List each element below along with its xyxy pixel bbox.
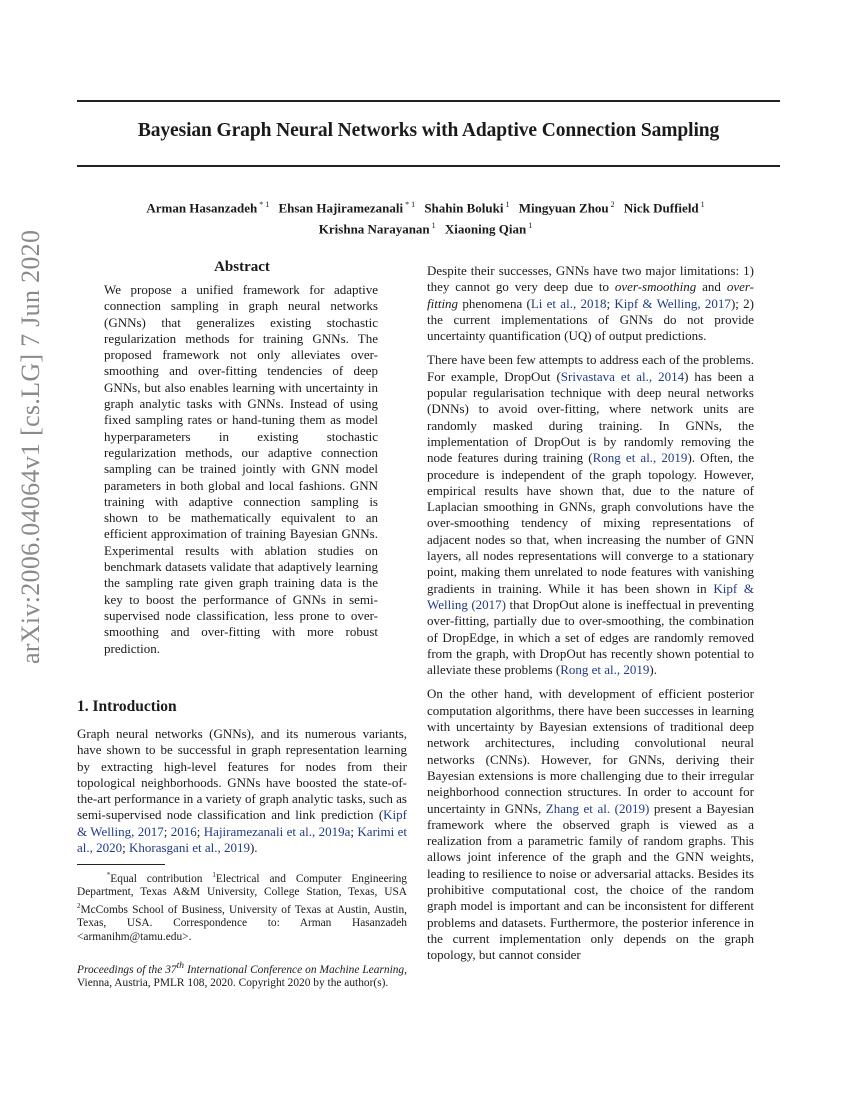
right-column xyxy=(427,263,754,971)
author-line-2 xyxy=(77,217,780,238)
author-list xyxy=(77,196,780,239)
citation-link[interactable]: Hajiramezanali et al., 2019a xyxy=(203,823,351,839)
paragraph: On the other hand, with development of efficient posterior computation algorithms, there have been successes in learning with uncertainty by Bayesian extensions of traditional deep network architectures, including convolutional neural networks (CNNs). However, for GNNs, deriving their Bayesian extensions is more challenging due to their irregular neighborhood connection structures. In order to account for uncertainty in GNNs, Zhang et al. (2019) present a Bayesian framework where the observed graph is viewed as a realization from a parametric family of random graphs. This allows joint inference of the graph and the GNN weights, leading to resilience to noise or adversarial attacks. Besides its prohibitive computational cost, the choice of the random graph model is important and can be inconsistent for different problems and datasets. Furthermore, the posterior inference in the current implementation only depends on the graph topology, but cannot consider xyxy=(427,686,754,963)
author-line-1 xyxy=(77,196,780,217)
author: Krishna Narayanan xyxy=(318,221,430,237)
citation-link[interactable]: Khorasgani et al., 2019 xyxy=(129,840,250,856)
affiliation-mark: * 1 xyxy=(405,200,416,209)
proceedings-note: Proceedings of the 37th International Conference on Machine Learning, Vienna, Austria, PMLR 108, 2020. Copyright 2020 by the author(s). xyxy=(77,961,407,990)
paragraph: There have been few attempts to address each of the problems. For example, DropOut (Srivastava et al., 2014) has been a popular regularisation technique with deep neural networks (DNNs) to avoid over-fitting, where network units are randomly masked during training. In GNNs, the implementation of DropOut is by randomly removing the node features during training (Rong et al., 2019). Often, the procedure is independent of the graph topology. However, empirical results have shown that, due to the nature of Laplacian smoothing in GNNs, graph convolutions have the over-smoothing tendency of mixing representations of adjacent nodes so that, when increasing the number of GNN layers, all nodes representations will converge to a stationary point, making them unrelated to node features with vanishing gradients in training. While it has been shown in Kipf & Welling (2017) that DropOut alone is ineffectual in preventing over-fitting, partially due to over-smoothing, the combination of DropEdge, in which a set of edges are randomly removed from the graph, with DropOut has recently shown potential to alleviate these problems (Rong et al., 2019). xyxy=(427,352,754,678)
author: Mingyuan Zhou xyxy=(518,200,609,216)
citation-link[interactable]: Kipf & Welling, 2017 xyxy=(77,807,407,839)
top-rule xyxy=(77,100,780,102)
citation-link[interactable]: Zhang et al. (2019) xyxy=(545,800,650,816)
affiliation-mark: 1 xyxy=(700,200,705,209)
author: Nick Duffield xyxy=(623,200,699,216)
abstract-body: We propose a unified framework for adaptive connection sampling in graph neural networks (GNNs) that generalizes existing stochastic regularization methods for training GNNs. The proposed framework not only alleviates over-smoothing and over-fitting tendencies of deep GNNs, but also enables learning with uncertainty in graph analytic tasks with GNNs. Instead of using fixed sampling rates or hand-tuning them as model hyperparameters in existing stochastic regularization methods, our adaptive connection sampling can be trained jointly with GNN model parameters in both global and local fashions. GNN training with adaptive connection sampling is shown to be mathematically equivalent to an efficient approximation of training Bayesian GNNs. Experimental results with ablation studies on benchmark datasets validate that adaptively learning the sampling rate given graph training data is the key to boost the performance of GNNs in semi-supervised node classification, less prone to over-smoothing and over-fitting with more robust prediction. xyxy=(104,282,378,656)
section-heading-introduction: 1. Introduction xyxy=(77,698,177,715)
author: Arman Hasanzadeh xyxy=(146,200,258,216)
title-bottom-rule xyxy=(77,165,780,167)
author: Shahin Boluki xyxy=(424,200,504,216)
footnote-rule xyxy=(77,864,165,865)
citation-link[interactable]: Rong et al., 2019 xyxy=(560,662,650,678)
citation-link[interactable]: 2016 xyxy=(170,823,197,839)
affiliation-mark: * 1 xyxy=(259,200,270,209)
affiliation-mark: 1 xyxy=(505,200,510,209)
paper-title: Bayesian Graph Neural Networks with Adaptive Connection Sampling xyxy=(137,120,720,141)
arxiv-stamp: arXiv:2006.04064v1 [cs.LG] 7 Jun 2020 xyxy=(16,229,45,664)
citation-link[interactable]: Karimi et al., 2020 xyxy=(77,823,407,856)
citation-link[interactable]: (2017) xyxy=(467,596,506,612)
affiliation-mark: 2 xyxy=(610,200,615,209)
affiliation-footnote: *Equal contribution $^1$Electrical and Computer Engineering Department, Texas A&M University, College Station, Texas, USA $^2$McCombs School of Business, University of Texas at Austin, Austin, Texas, USA. Correspondence to: Arman Hasanzadeh <armanihm@tamu.edu>. xyxy=(77,871,407,943)
citation-link[interactable]: Srivastava et al., 2014 xyxy=(560,368,685,384)
citation-link[interactable]: Kipf & Welling xyxy=(427,580,754,612)
paragraph: Despite their successes, GNNs have two major limitations: 1) they cannot go very deep due to over-smoothing and over-fitting phenomena (Li et al., 2018; Kipf & Welling, 2017); 2) the current implementations of GNNs do not provide uncertainty quantification (UQ) of output predictions. xyxy=(427,263,754,344)
abstract-heading: Abstract xyxy=(214,259,270,275)
affiliation-mark: 1 xyxy=(528,221,533,231)
affiliation-mark: 1 xyxy=(431,221,436,231)
citation-link[interactable]: Kipf & Welling, 2017 xyxy=(614,295,731,311)
citation-link[interactable]: Rong et al., 2019 xyxy=(592,450,688,466)
author: Xiaoning Qian xyxy=(444,221,527,237)
citation-link[interactable]: Li et al., 2018 xyxy=(530,295,607,311)
author: Ehsan Hajiramezanali xyxy=(278,200,404,216)
introduction-paragraph: Graph neural networks (GNNs), and its numerous variants, have shown to be successful in graph representation learning by extracting high-level features for nodes from their topological neighborhoods. GNNs have boosted the state-of-the-art performance in a variety of graph analytic tasks, such as semi-supervised node classification and link prediction (Kipf & Welling, 2017; 2016; Hajiramezanali et al., 2019a; Karimi et al., 2020; Khorasgani et al., 2019). xyxy=(77,726,407,856)
